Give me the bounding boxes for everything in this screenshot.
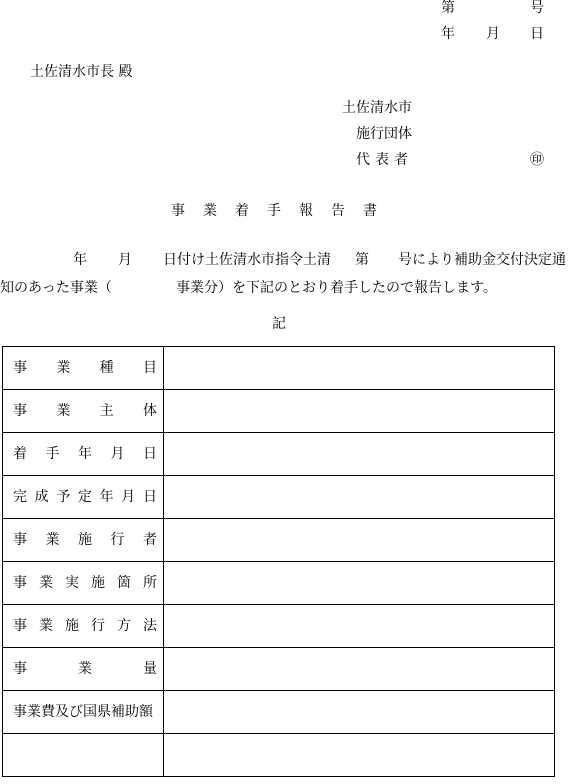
row-label: 事 業 施 行 者 [13,532,157,548]
row-value-cell[interactable] [164,605,555,648]
body-year: 年 [73,252,87,268]
body-line1-c: 号により補助金交付決定通 [398,252,566,268]
row-label-cell [3,734,164,777]
table-row [3,691,555,734]
row-value-cell[interactable] [164,476,555,519]
ki-marker: 記 [272,316,286,332]
date-month: 月 [486,26,500,42]
body-month: 月 [118,252,132,268]
row-label: 事業費及び国県補助額 [13,704,153,720]
number-suffix: 号 [530,0,544,16]
row-value-cell[interactable] [164,519,555,562]
table-row [3,734,555,777]
applicant-org: 施行団体 [356,126,412,142]
table-row [3,390,555,433]
date-day: 日 [530,26,544,42]
row-label: 事 業 主 体 [13,403,157,419]
table-row [3,519,555,562]
row-label-cell [3,605,164,648]
row-value-cell[interactable] [164,347,555,390]
table-row [3,433,555,476]
row-label-cell [3,390,164,433]
row-label-cell [3,691,164,734]
row-label: 完 成 予 定 年 月 日 [13,489,157,505]
row-value-cell[interactable] [164,648,555,691]
row-label: 事 業 施 行 方 法 [13,618,157,634]
row-value-cell[interactable] [164,691,555,734]
row-label-cell [3,562,164,605]
table-row [3,605,555,648]
addressee: 土佐清水市長 殿 [30,64,133,80]
table-row [3,562,555,605]
row-label-cell [3,519,164,562]
row-label-cell [3,476,164,519]
number-prefix: 第 [441,0,455,16]
document-title: 事業着手報告書 [171,203,395,219]
seal-mark: ㊞ [530,152,544,168]
body-line2-a: 知のあった事業（ [0,280,112,296]
body-line1-a: 日付け土佐清水市指令土清 [163,252,331,268]
row-label: 事 業 量 [13,661,157,677]
row-label: 事 業 種 目 [13,360,157,376]
row-label: 事 業 実 施 箇 所 [13,575,157,591]
table-row [3,347,555,390]
row-label-cell [3,648,164,691]
row-value-cell[interactable] [164,433,555,476]
row-label-cell [3,433,164,476]
table-row [3,648,555,691]
row-label-cell [3,347,164,390]
row-value-cell[interactable] [164,390,555,433]
row-value-cell[interactable] [164,734,555,777]
applicant-city: 土佐清水市 [342,100,412,116]
row-value-cell[interactable] [164,562,555,605]
table-row [3,476,555,519]
applicant-representative-label: 代表者 [356,152,413,168]
body-line2-b: 事業分）を下記のとおり着手したので報告します。 [176,280,497,296]
report-table [2,346,555,777]
date-year: 年 [441,26,455,42]
body-line1-b: 第 [355,252,369,268]
row-label: 着 手 年 月 日 [13,446,157,462]
